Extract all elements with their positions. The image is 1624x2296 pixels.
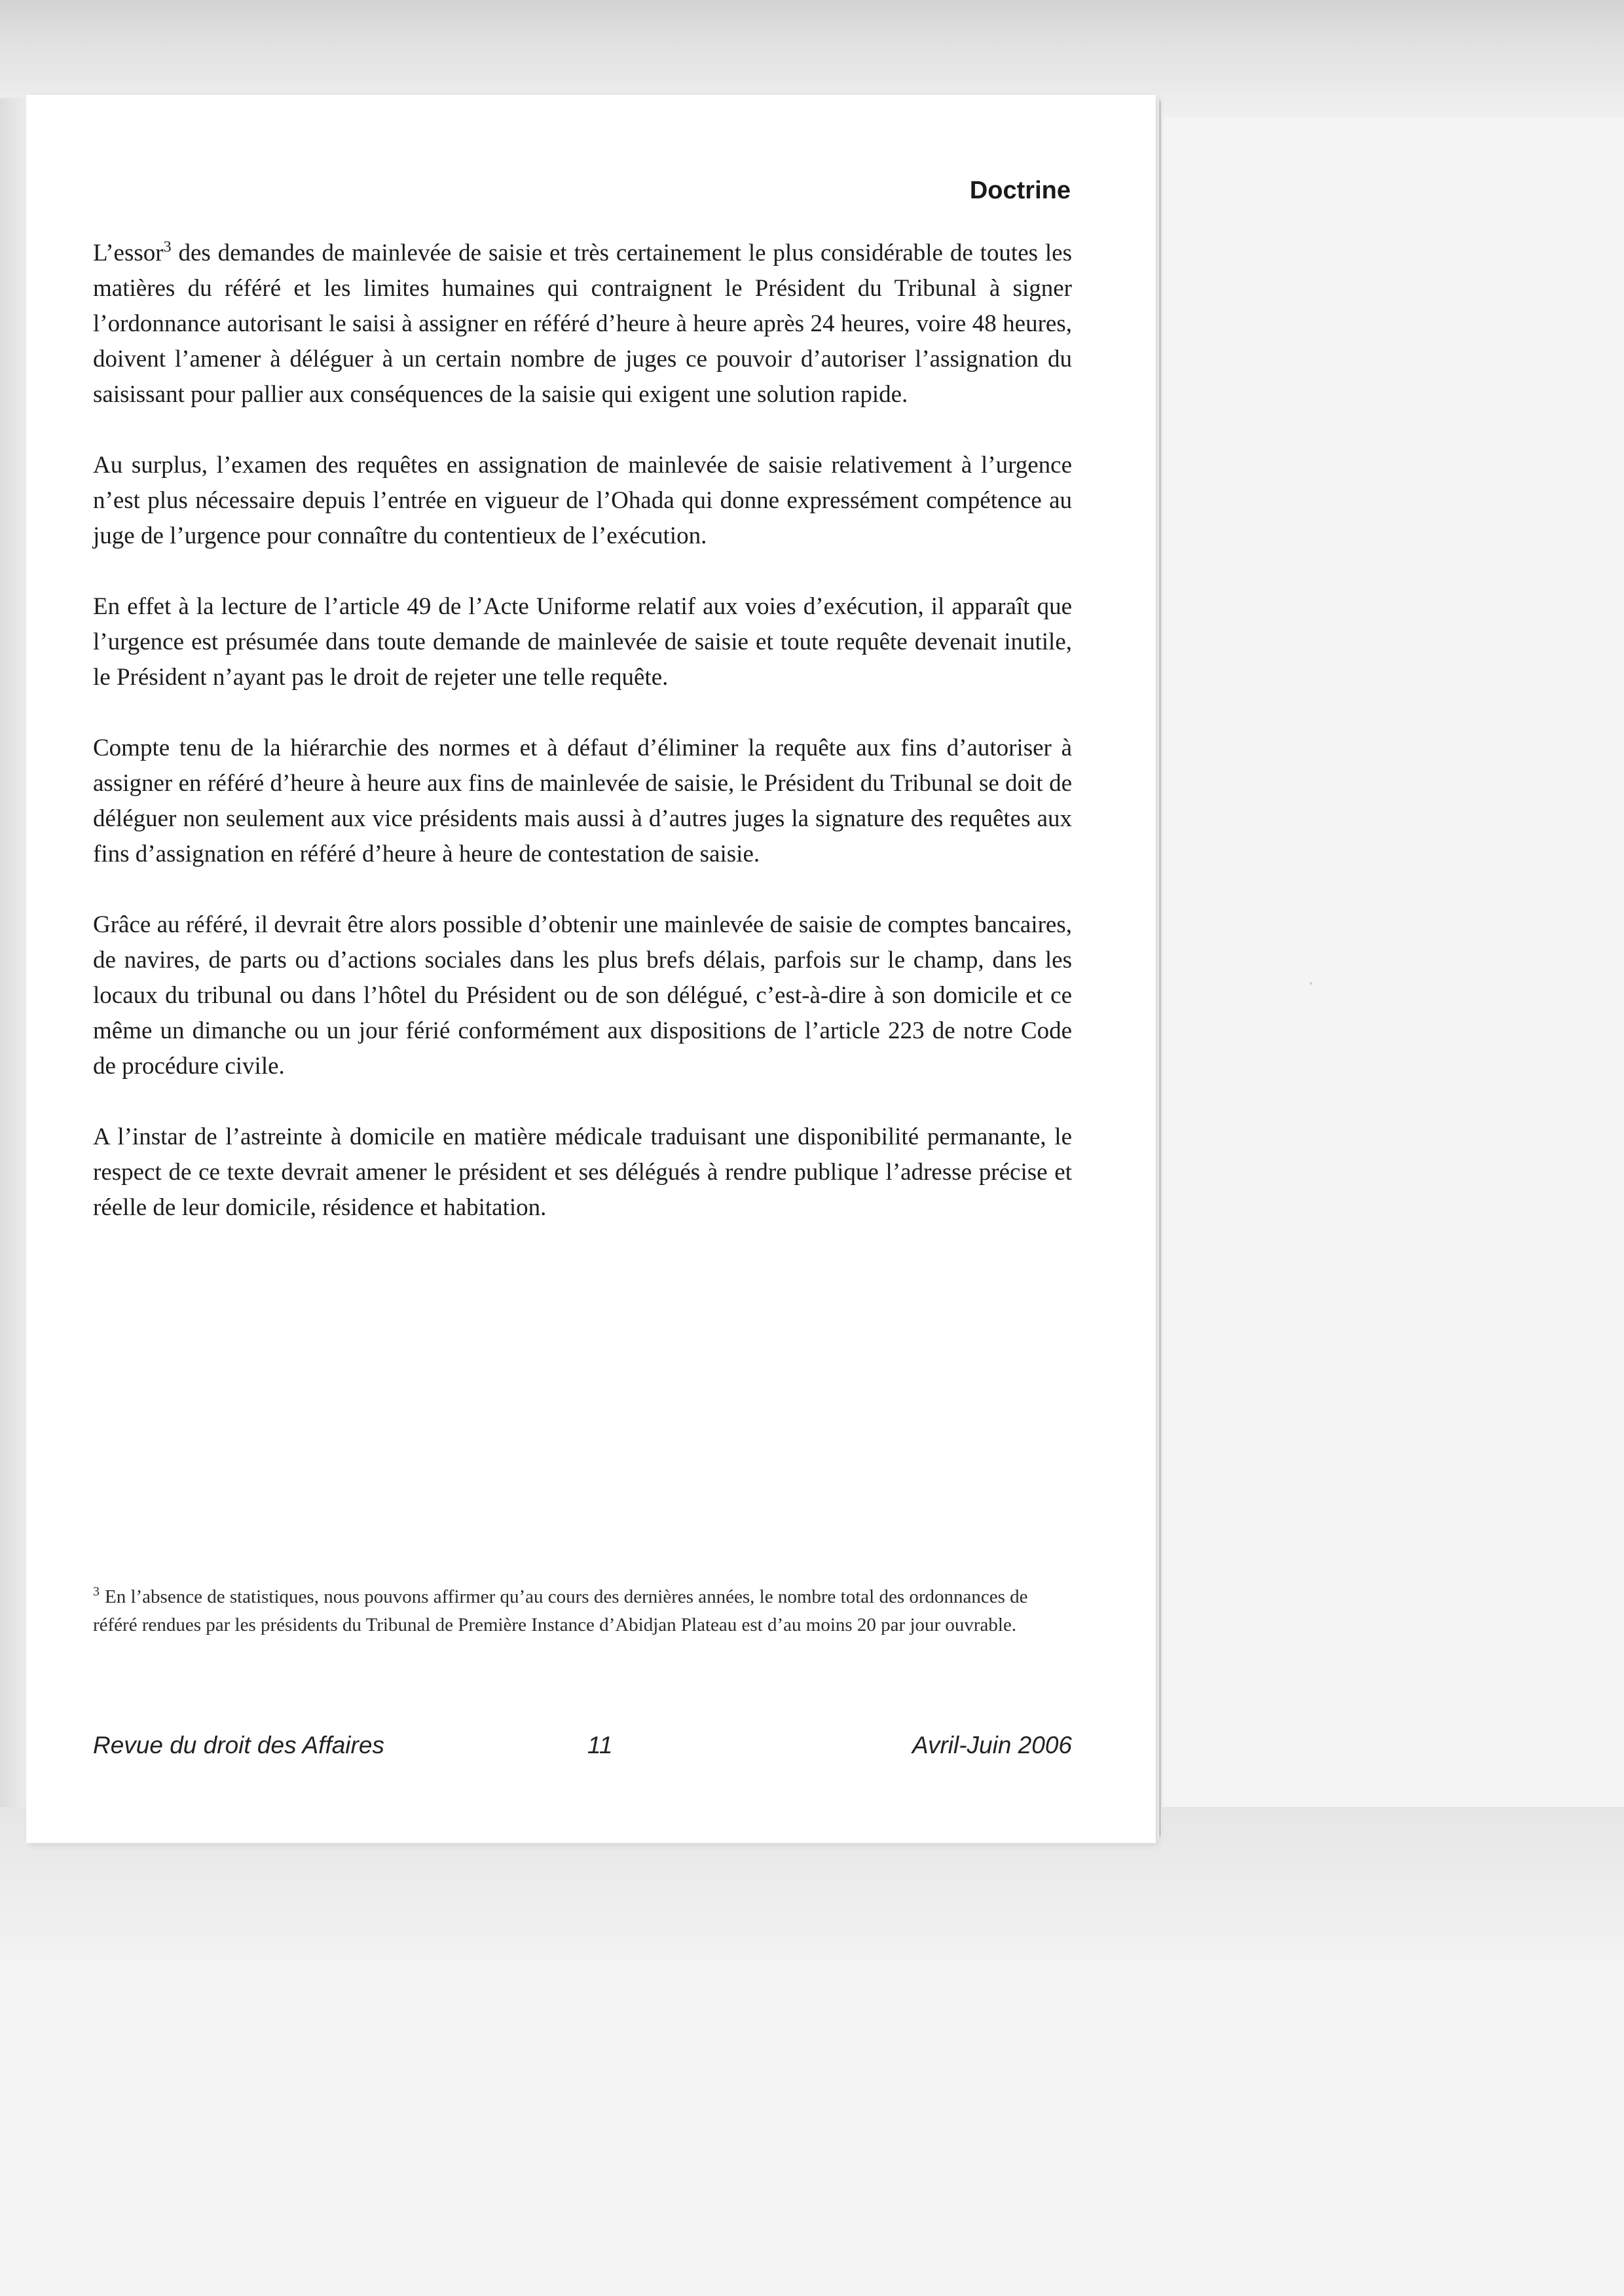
- paragraph-5: Grâce au référé, il devrait être alors possible d’obtenir une mainlevée de saisie de comptes bancaires, de navires, de parts ou d’actions sociales dans les plus brefs délais, parfois sur le champ, dans les locaux du tribunal ou dans l’hôtel du Président ou de son délégué, c’est-à-dire à son domicile et ce même un dimanche ou un jour férié conformément aux dispositions de l’article 223 de notre Code de procédure civile.: [93, 911, 1072, 1080]
- paragraph-4: Compte tenu de la hiérarchie des normes et à défaut d’éliminer la requête aux fins d’autoriser à assigner en référé d’heure à heure aux fins de mainlevée de saisie, le Président du Tribunal se doit de déléguer non seulement aux vice présidents mais aussi à d’autres juges la signature des requêtes aux fins d’assignation en référé d’heure à heure de contestation de saisie.: [93, 735, 1072, 867]
- paragraph-2: Au surplus, l’examen des requêtes en assignation de mainlevée de saisie relativement à l’urgence n’est plus nécessaire depuis l’entrée en vigueur de l’Ohada qui donne expressément compétence au juge de l’urgence pour connaître du contentieux de l’exécution.: [93, 452, 1072, 549]
- page-edge-line: [1159, 101, 1161, 1836]
- footnote: [93, 1583, 1062, 1639]
- paragraph-1-lead: L’essor: [93, 240, 164, 266]
- paragraph-1: [93, 236, 1072, 412]
- scan-speck: [1310, 982, 1312, 985]
- footnote-number: 3: [93, 1584, 100, 1599]
- footnote-text: En l’absence de statistiques, nous pouvons affirmer qu’au cours des dernières années, le nombre total des ordonnances de référé rendues par les présidents du Tribunal de Première Instance d’Abidjan Plateau est d’au moins 20 par jour ouvrable.: [93, 1586, 1028, 1635]
- page-number: 11: [587, 1732, 613, 1758]
- footnote-reference[interactable]: 3: [163, 238, 172, 256]
- issue-date: Avril-Juin 2006: [912, 1732, 1072, 1758]
- section-title: Doctrine: [969, 177, 1071, 204]
- paragraph-1-text: des demandes de mainlevée de saisie et très certainement le plus considérable de toutes les matières du référé et les limites humaines qui contraignent le Président du Tribunal à signer l’ordonnance autorisant le saisi à assigner en référé d’heure à heure après 24 heures, voire 48 heures, doivent l’amener à déléguer à un certain nombre de juges ce pouvoir d’autoriser l’assignation du saisissant pour pallier aux conséquences de la saisie qui exigent une solution rapide.: [93, 240, 1072, 408]
- paragraph-6: A l’instar de l’astreinte à domicile en matière médicale traduisant une disponibilité permanante, le respect de ce texte devrait amener le président et ses délégués à rendre publique l’adresse précise et réelle de leur domicile, résidence et habitation.: [93, 1123, 1072, 1221]
- article-body: [93, 236, 1072, 1226]
- journal-title: Revue du droit des Affaires: [93, 1732, 384, 1758]
- page-footer: [93, 1732, 1072, 1764]
- paragraph-3: En effet à la lecture de l’article 49 de l’Acte Uniforme relatif aux voies d’exécution, il apparaît que l’urgence est présumée dans toute demande de mainlevée de saisie et toute requête devenait inutile, le Président n’ayant pas le droit de rejeter une telle requête.: [93, 593, 1072, 691]
